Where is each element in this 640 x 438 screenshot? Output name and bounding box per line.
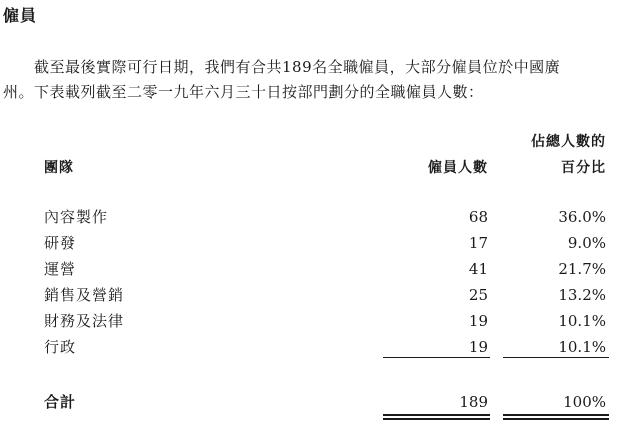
subtotal-rule-percentage — [503, 357, 609, 358]
row-count: 17 — [468, 234, 488, 252]
row-count: 68 — [468, 208, 488, 226]
row-department: 內容製作 — [44, 208, 109, 226]
total-count: 189 — [459, 393, 488, 411]
total-label: 合計 — [44, 393, 77, 411]
row-count: 19 — [468, 312, 488, 330]
total-percentage: 100% — [563, 393, 606, 411]
table-row — [0, 337, 640, 357]
total-row — [0, 392, 640, 412]
table-row — [0, 233, 640, 253]
row-count: 25 — [468, 286, 488, 304]
row-department: 運營 — [44, 260, 77, 278]
row-count: 41 — [468, 260, 488, 278]
table-row — [0, 207, 640, 227]
row-department: 研發 — [44, 234, 77, 252]
table-row — [0, 311, 640, 331]
row-percentage: 9.0% — [567, 234, 606, 252]
total-double-rule-count-bottom — [383, 418, 490, 420]
header-employee-count: 僱員人數 — [428, 160, 488, 176]
header-percentage-line-2: 百分比 — [561, 160, 606, 176]
row-percentage: 21.7% — [558, 260, 606, 278]
table-row — [0, 285, 640, 305]
total-double-rule-percentage-top — [503, 414, 609, 416]
row-percentage: 10.1% — [558, 338, 606, 356]
total-double-rule-percentage-bottom — [503, 418, 609, 420]
row-percentage: 13.2% — [558, 286, 606, 304]
row-department: 財務及法律 — [44, 312, 125, 330]
row-department: 行政 — [44, 338, 77, 356]
row-count: 19 — [468, 338, 488, 356]
row-department: 銷售及營銷 — [44, 286, 125, 304]
header-team: 團隊 — [44, 160, 74, 176]
subtotal-rule-count — [383, 357, 490, 358]
table-row — [0, 259, 640, 279]
section-heading: 僱員 — [3, 6, 38, 25]
paragraph-line-2: 州。下表載列截至二零一九年六月三十日按部門劃分的全職僱員人數： — [3, 83, 484, 101]
paragraph-line-1: 截至最後實際可行日期，我們有合共189名全職僱員，大部分僱員位於中國廣 — [34, 58, 561, 76]
row-percentage: 10.1% — [558, 312, 606, 330]
row-percentage: 36.0% — [558, 208, 606, 226]
total-double-rule-count-top — [383, 414, 490, 416]
header-percentage-line-1: 佔總人數的 — [531, 134, 606, 150]
